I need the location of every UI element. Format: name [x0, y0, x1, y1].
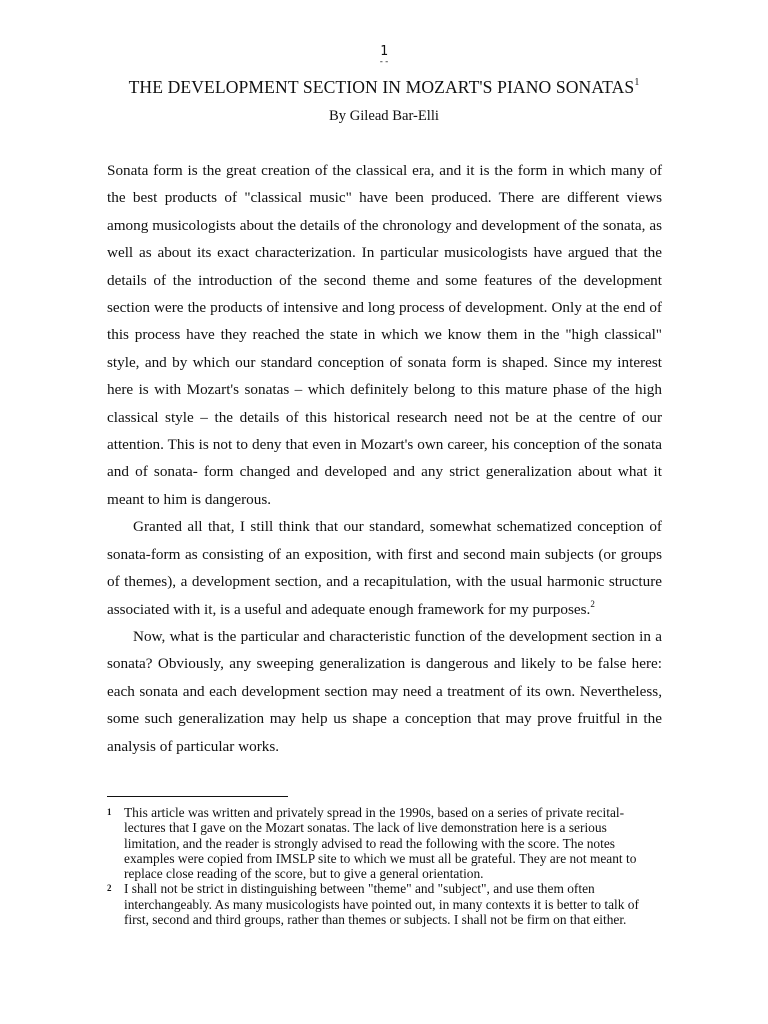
- paragraph-1: Sonata form is the great creation of the classical era, and it is the form in which many of the best products of "classical music" have been produced. There are different views among musicologists about the details of the chronology and development of the sonata, as well as about its exact characterization. In particular musicologists have argued that the details of the introduction of the second theme and some features of the development section were the products of intensive and long process of development. Only at the end of this process have they reached the state in which we know them in the "high classical" style, and by which our standard conception of sonata form is shaped. Since my interest here is with Mozart's sonatas – which definitely belong to this mature phase of the high classical style – the details of this historical research need not be at the centre of our attention. This is not to deny that even in Mozart's own career, his conception of the sonata and of sonata- form changed and developed and any strict generalization about what it meant to him is dangerous.: [107, 162, 662, 508]
- page-number: [0, 44, 768, 65]
- page-number-value: 1: [380, 44, 388, 59]
- footnotes: [107, 805, 662, 927]
- title-footnote-ref[interactable]: 1: [634, 77, 640, 88]
- paragraph-3: Now, what is the particular and characteristic function of the development section in a sonata? Obviously, any sweeping generalization is dangerous and likely to be false here: each sonata and each development section may need a treatment of its own. Nevertheless, some such generalization may help us shape a conception that may prove fruitful in the analysis of particular works.: [107, 627, 662, 755]
- footnote-1: [107, 805, 662, 881]
- footnote-ref-2[interactable]: 2: [590, 598, 595, 609]
- footnote-2: [107, 881, 662, 927]
- paragraph-2-text: Granted all that, I still think that our standard, somewhat schematized conception of sonata-form as consisting of an exposition, with first and second main subjects (or groups of themes), a development section, and a recapitulation, with the usual harmonic structure associated with it, is a useful and adequate enough framework for my purposes.: [107, 518, 662, 618]
- page-number-rule: --: [378, 57, 390, 67]
- paper-title-text: THE DEVELOPMENT SECTION IN MOZART'S PIANO SONATAS: [128, 77, 635, 97]
- paragraph-2: [107, 513, 662, 623]
- paper-title: [0, 77, 768, 98]
- footnote-1-mark: 1: [107, 807, 112, 817]
- footnote-divider: [107, 796, 288, 797]
- body-text: [107, 157, 662, 760]
- footnote-1-text: This article was written and privately spread in the 1990s, based on a series of private recital-lectures that I gave on the Mozart sonatas. The lack of live demonstration here is a serious limitation, and the reader is strongly advised to read the following with the score. The notes examples were copied from IMSLP site to which we must all be grateful. They are not meant to replace close reading of the score, but to give a general orientation.: [124, 805, 637, 882]
- footnote-2-mark: 2: [107, 883, 112, 894]
- footnote-2-text: I shall not be strict in distinguishing between "theme" and "subject", and use them often interchangeably. As many musicologists have pointed out, in many contexts it is better to talk of first, second and third groups, rather than themes or subjects. I shall not be firm on that either.: [124, 881, 639, 928]
- author-byline: By Gilead Bar-Elli: [329, 108, 439, 124]
